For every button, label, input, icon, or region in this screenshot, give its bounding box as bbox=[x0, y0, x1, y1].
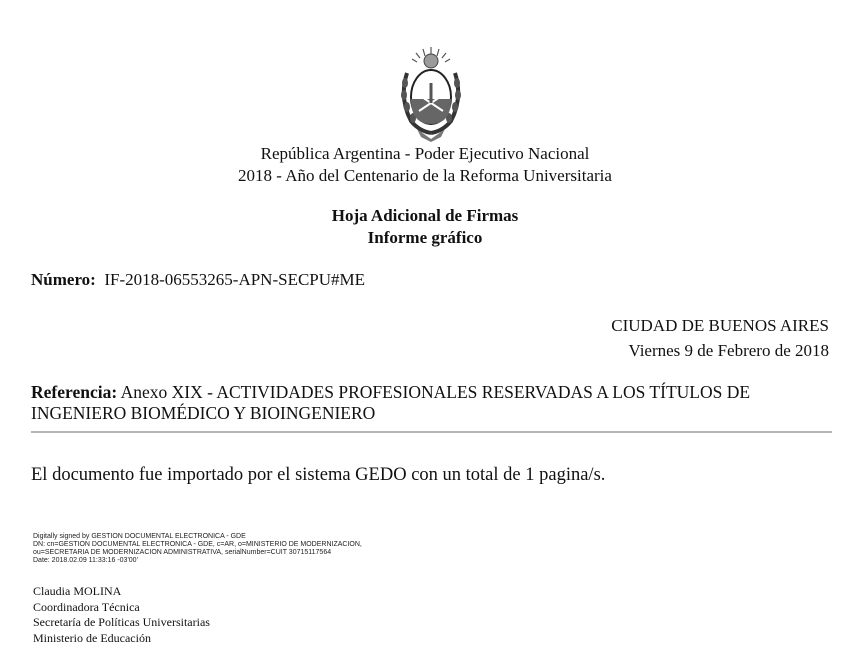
coat-of-arms-icon bbox=[397, 43, 465, 143]
body-text: El documento fue importado por el sistema GEDO con un total de 1 pagina/s. bbox=[31, 465, 606, 485]
divider bbox=[31, 431, 832, 433]
document-date: Viernes 9 de Febrero de 2018 bbox=[628, 341, 829, 360]
reference-label: Referencia: bbox=[31, 382, 118, 402]
signature-line-2: DN: cn=GESTION DOCUMENTAL ELECTRONICA - GDE, c=AR, o=MINISTERIO DE MODERNIZACION, bbox=[33, 541, 362, 548]
reference bbox=[31, 382, 821, 424]
reference-value: Anexo XIX - ACTIVIDADES PROFESIONALES RESERVADAS A LOS TÍTULOS DE INGENIERO BIOMÉDICO Y BIOINGENIERO bbox=[31, 382, 751, 423]
city: CIUDAD DE BUENOS AIRES bbox=[611, 316, 829, 335]
signer-block bbox=[33, 584, 210, 646]
digital-signature-block bbox=[33, 533, 362, 565]
document-subtitle: Informe gráfico bbox=[367, 228, 483, 247]
document-number-label: Número: bbox=[31, 270, 96, 289]
header-line-2: 2018 - Año del Centenario de la Reforma Universitaria bbox=[238, 166, 612, 185]
signer-name: Claudia MOLINA bbox=[33, 584, 122, 598]
document-title: Hoja Adicional de Firmas bbox=[331, 206, 519, 225]
signature-line-3: ou=SECRETARIA DE MODERNIZACION ADMINISTRATIVA, serialNumber=CUIT 30715117564 bbox=[33, 549, 332, 556]
signature-line-4: Date: 2018.02.09 11:33:16 -03'00' bbox=[33, 557, 138, 564]
signature-line-1: Digitally signed by GESTION DOCUMENTAL ELECTRONICA - GDE bbox=[33, 533, 246, 540]
signer-role: Coordinadora Técnica bbox=[33, 599, 140, 614]
document-number-value: IF-2018-06553265-APN-SECPU#ME bbox=[104, 270, 366, 289]
header-line-1: República Argentina - Poder Ejecutivo Nacional bbox=[260, 144, 590, 163]
signer-office: Secretaría de Políticas Universitarias bbox=[33, 615, 210, 629]
document-number bbox=[31, 270, 365, 290]
signer-ministry: Ministerio de Educación bbox=[33, 630, 151, 645]
